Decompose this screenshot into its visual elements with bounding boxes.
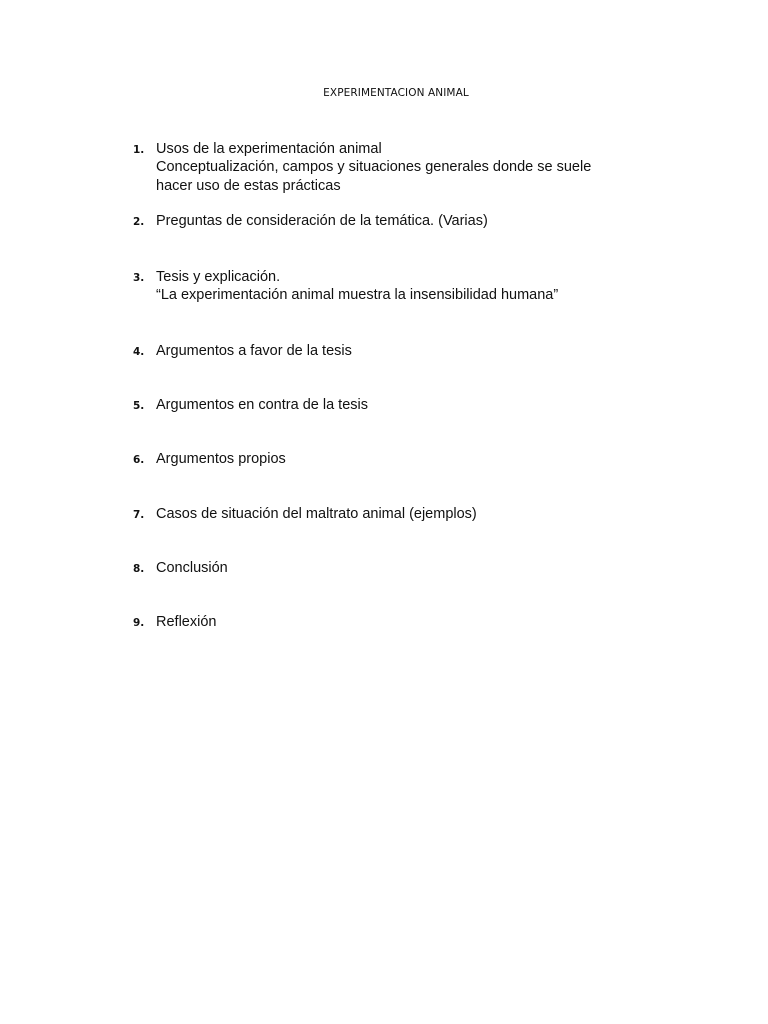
list-item-line: Usos de la experimentación animal [156,141,382,157]
list-item-line: Tesis y explicación. [156,269,281,285]
list-item-line: hacer uso de estas prácticas [156,177,341,194]
list-item-text [156,140,716,195]
list-item-line: Argumentos a favor de la tesis [156,343,352,359]
list-item-number: 4. [133,346,145,358]
list-item-number: 6. [133,454,145,466]
list-item-number: 9. [133,617,145,629]
list-item-number: 2. [133,216,145,228]
list-item-line: Preguntas de consideración de la temática. (Varias) [156,213,488,229]
list-item-text [156,268,716,305]
list-item-number: 1. [133,144,145,156]
list-item-text [156,396,716,414]
list-item-line: Argumentos en contra de la tesis [156,397,368,413]
list-item-text [156,450,716,468]
list-item-text [156,505,716,523]
list-item-text [156,559,716,577]
list-item-number: 5. [133,400,145,412]
list-item-line: Conceptualización, campos y situaciones generales donde se suele [156,159,592,176]
document-title: EXPERIMENTACION ANIMAL [323,87,469,99]
list-item-number: 8. [133,563,145,575]
list-item-text [156,613,716,631]
list-item-line: Casos de situación del maltrato animal (ejemplos) [156,506,477,522]
list-item-line: Conclusión [156,560,228,576]
list-item-line: Reflexión [156,614,217,630]
list-item-line: Argumentos propios [156,451,286,467]
list-item-text [156,212,716,230]
list-item-number: 3. [133,272,145,284]
list-item-text [156,342,716,360]
list-item-number: 7. [133,509,145,521]
list-item-line: “La experimentación animal muestra la insensibilidad humana” [156,287,559,304]
